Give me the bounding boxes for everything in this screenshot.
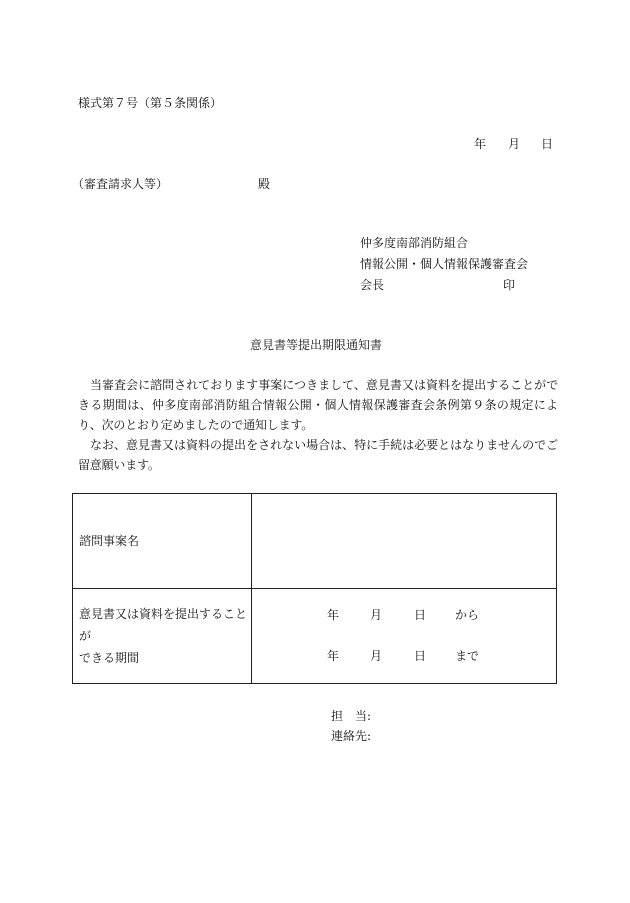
recipient-honorific: 殿 [258,177,271,191]
case-name-label: 諮問事案名 [73,494,252,589]
from-day: 日 [414,608,427,622]
date-year: 年 [474,137,487,151]
period-value [252,589,557,684]
sender-committee: 情報公開・個人情報保護審査会 [360,257,529,271]
table-row [73,494,557,589]
notice-table [72,493,557,684]
to-suffix: まで [455,649,480,663]
to-day: 日 [414,649,427,663]
body-paragraph-2: なお、意見書又は資料の提出をされない場合は、特に手続は必要とはなりませんのでご留意願います。 [78,438,558,472]
date-day: 日 [541,137,554,151]
to-month: 月 [370,649,383,663]
sender-org: 仲多度南部消防組合 [360,236,469,250]
case-name-value [252,494,557,589]
document-title: 意見書等提出期限通知書 [250,338,383,352]
from-year: 年 [327,608,340,622]
contact-person-label: 担 当: [331,709,372,723]
from-suffix: から [455,608,480,622]
sender-chair: 会長 [360,278,385,292]
to-year: 年 [327,649,340,663]
period-label [73,589,252,684]
period-label-line2: できる期間 [79,651,140,665]
table-row [73,589,557,684]
contact-info-label: 連絡先: [331,729,372,743]
recipient-label: （審査請求人等） [72,177,169,191]
form-number: 様式第７号（第５条関係） [78,96,223,110]
from-month: 月 [370,608,383,622]
date-month: 月 [508,137,521,151]
period-label-line1: 意見書又は資料を提出することが [79,607,248,643]
body-paragraph-1: 当審査会に諮問されております事案につきまして、意見書又は資料を提出することができる期間は、仲多度南部消防組合情報公開・個人情報保護審査会条例第９条の規定により、次のとおり定めましたので通知します。 [78,378,558,432]
period-dates [252,589,556,683]
seal-mark: 印 [503,278,516,292]
